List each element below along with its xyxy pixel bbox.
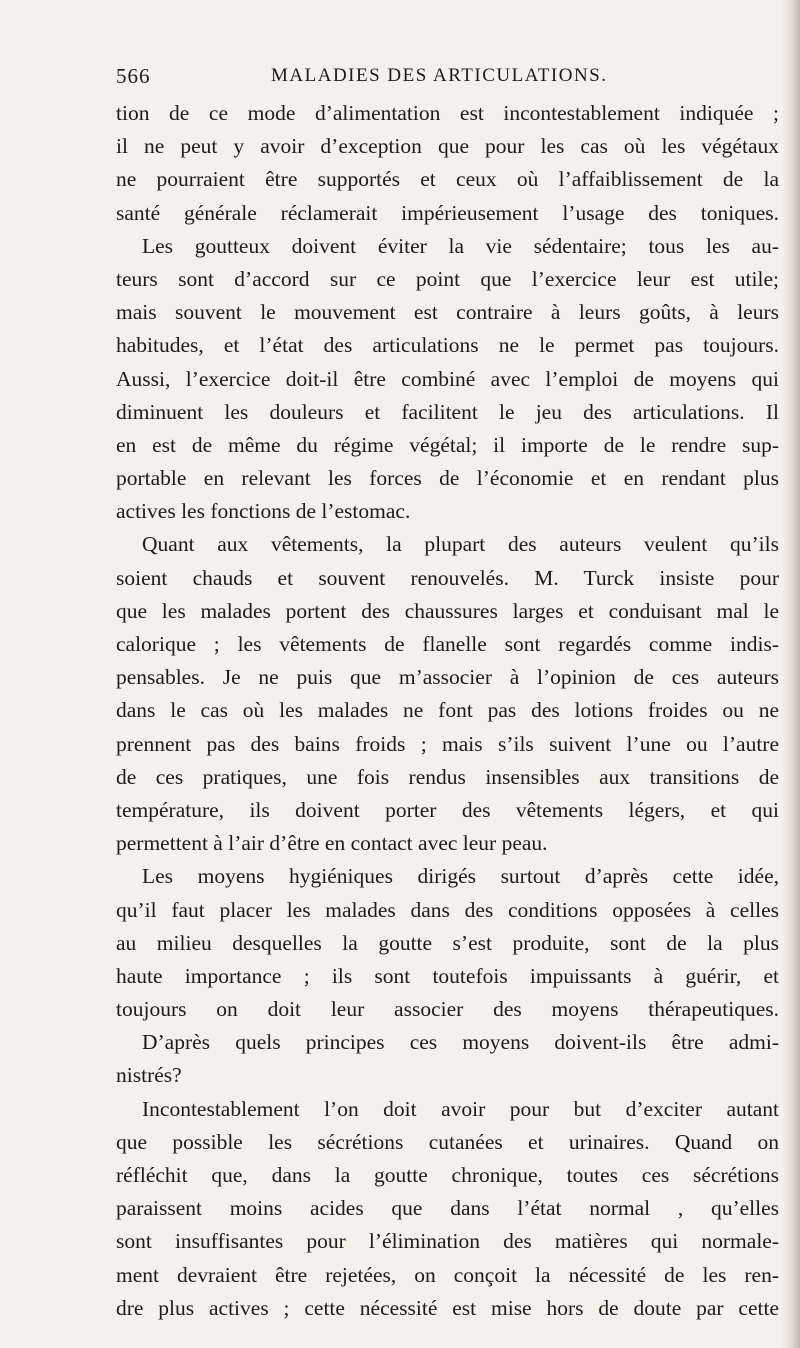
text-line: D’après quels principes ces moyens doivent-ils être admi-: [142, 1030, 779, 1055]
text-line: ment devraient être rejetées, on conçoit la nécessité de les ren-: [116, 1262, 779, 1287]
text-line: haute importance ; ils sont toutefois impuissants à guérir, et: [116, 963, 779, 988]
text-line: en est de même du régime végétal; il importe de le rendre sup-: [116, 432, 779, 457]
body-text: [116, 97, 779, 1325]
text-line: actives les fonctions de l’estomac.: [116, 499, 411, 524]
text-line: au milieu desquelles la goutte s’est produite, sont de la plus: [116, 930, 779, 955]
text-line: ne pourraient être supportés et ceux où l’affaiblissement de la: [116, 167, 779, 192]
page-edge-shadow: [782, 0, 800, 1348]
text-line: habitudes, et l’état des articulations ne le permet pas toujours.: [116, 333, 779, 358]
text-line: diminuent les douleurs et facilitent le jeu des articulations. Il: [116, 399, 779, 424]
text-line: de ces pratiques, une fois rendus insensibles aux transitions de: [116, 764, 779, 789]
text-line: mais souvent le mouvement est contraire à leurs goûts, à leurs: [116, 300, 779, 325]
text-line: nistrés?: [116, 1063, 182, 1088]
text-line: que les malades portent des chaussures larges et conduisant mal le: [116, 598, 779, 623]
text-line: température, ils doivent porter des vêtements légers, et qui: [116, 797, 779, 822]
text-line: pensables. Je ne puis que m’associer à l’opinion de ces auteurs: [116, 665, 779, 690]
text-line: calorique ; les vêtements de flanelle sont regardés comme indis-: [116, 632, 779, 656]
text-line: qu’il faut placer les malades dans des conditions opposées à celles: [116, 897, 779, 922]
text-line: il ne peut y avoir d’exception que pour les cas où les végétaux: [116, 134, 779, 159]
text-line: toujours on doit leur associer des moyens thérapeutiques.: [116, 997, 779, 1022]
text-line: soient chauds et souvent renouvelés. M. Turck insiste pour: [116, 565, 779, 590]
text-line: portable en relevant les forces de l’économie et en rendant plus: [116, 466, 779, 491]
text-line: Quant aux vêtements, la plupart des auteurs veulent qu’ils: [142, 532, 779, 557]
text-line: Incontestablement l’on doit avoir pour but d’exciter autant: [142, 1096, 779, 1121]
text-line: dans le cas où les malades ne font pas des lotions froides ou ne: [116, 698, 779, 723]
running-head: [116, 64, 782, 96]
text-line: que possible les sécrétions cutanées et urinaires. Quand on: [116, 1129, 779, 1154]
page-number: 566: [116, 64, 151, 88]
running-title: MALADIES DES ARTICULATIONS.: [271, 65, 608, 86]
text-line: paraissent moins acides que dans l’état normal , qu’elles: [116, 1196, 779, 1221]
text-line: Les moyens hygiéniques dirigés surtout d’après cette idée,: [142, 864, 779, 889]
text-line: Les goutteux doivent éviter la vie sédentaire; tous les au-: [142, 233, 779, 258]
text-line: prennent pas des bains froids ; mais s’ils suivent l’une ou l’autre: [116, 731, 779, 756]
text-line: permettent à l’air d’être en contact avec leur peau.: [116, 831, 548, 856]
text-line: Aussi, l’exercice doit-il être combiné avec l’emploi de moyens qui: [116, 366, 779, 391]
text-line: réfléchit que, dans la goutte chronique, toutes ces sécrétions: [116, 1163, 779, 1187]
text-line: dre plus actives ; cette nécessité est mise hors de doute par cette: [116, 1295, 779, 1320]
text-line: tion de ce mode d’alimentation est incontestablement indiquée ;: [116, 101, 779, 125]
text-line: santé générale réclamerait impérieusement l’usage des toniques.: [116, 200, 779, 225]
text-line: teurs sont d’accord sur ce point que l’exercice leur est utile;: [116, 266, 779, 291]
text-line: sont insuffisantes pour l’élimination des matières qui normale-: [116, 1229, 779, 1254]
